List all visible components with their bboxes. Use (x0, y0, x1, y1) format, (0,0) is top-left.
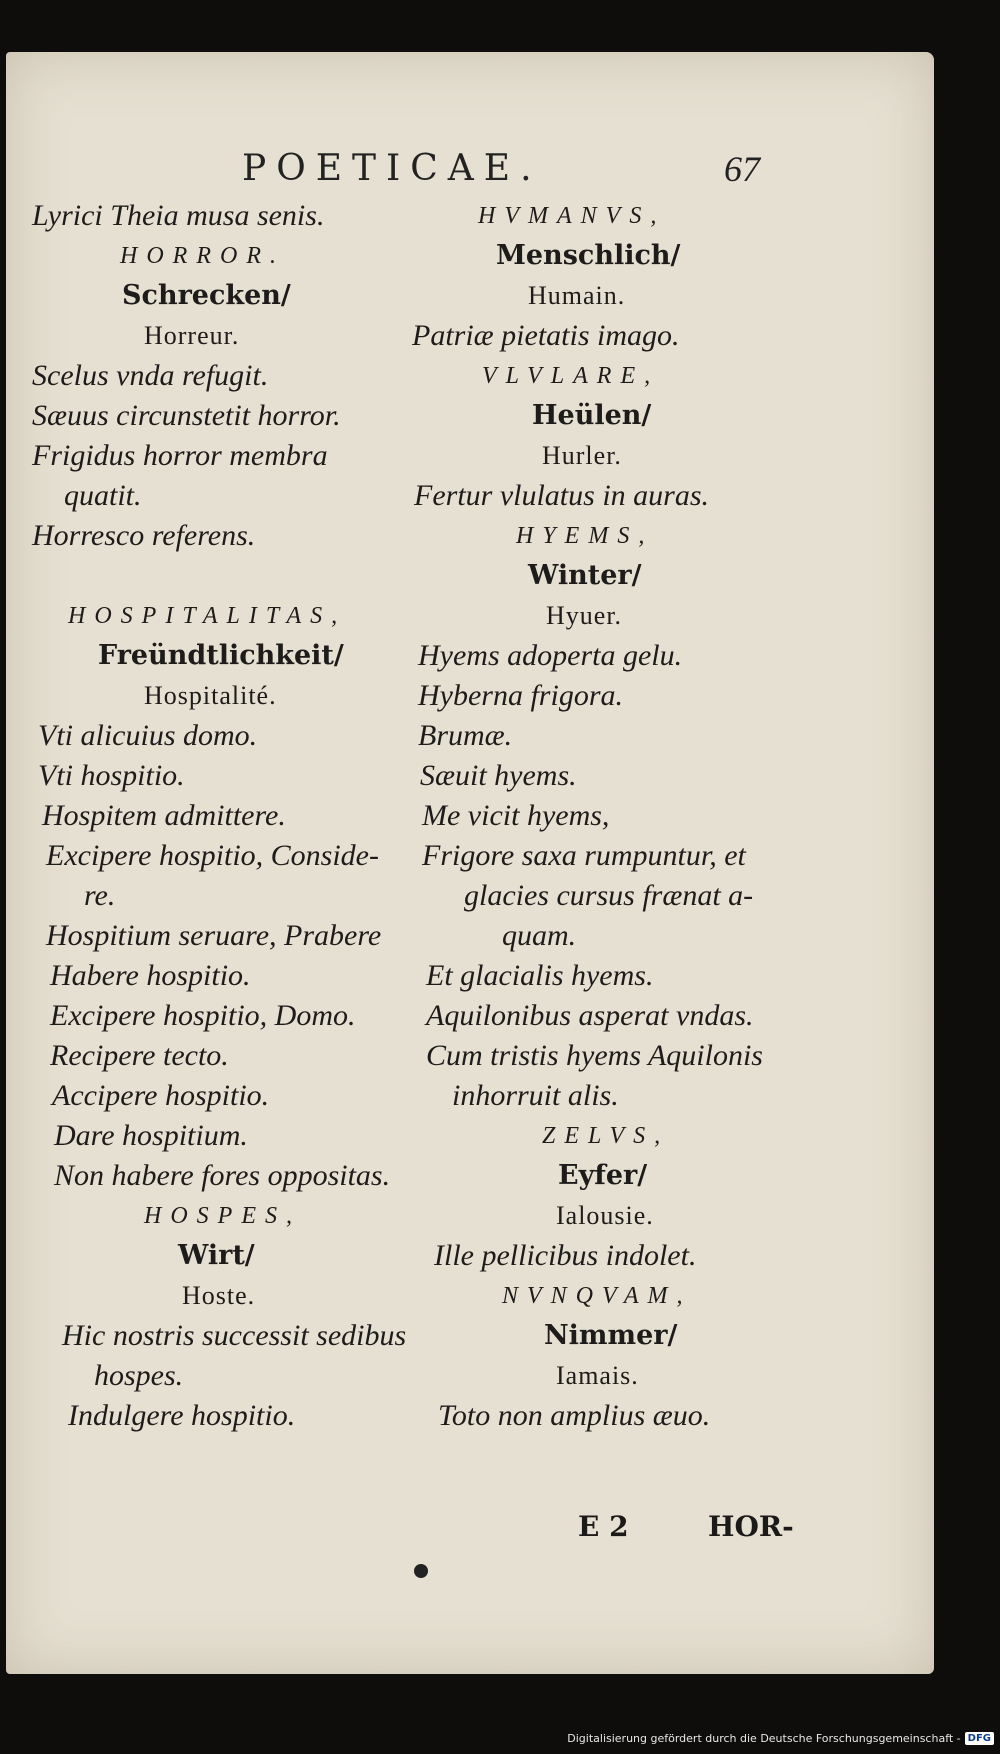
german-gloss: Nimmer/ (544, 1320, 678, 1351)
french-gloss: Iamais. (556, 1361, 639, 1390)
entry-line: hospes. (94, 1359, 184, 1392)
catchword: HOR- (708, 1510, 794, 1543)
entry-line: glacies cursus frænat a- (464, 879, 754, 912)
entry-heading: HOSPITALITAS, (68, 603, 347, 629)
entry-line: Vti alicuius domo. (38, 719, 258, 752)
entry-line: Hic nostris successit sedibus (62, 1319, 407, 1352)
entry-heading: VLVLARE, (482, 363, 660, 389)
entry-line: Accipere hospitio. (52, 1079, 270, 1112)
page-number: 67 (724, 149, 760, 189)
entry-line: Me vicit hyems, (422, 799, 610, 832)
entry-line: Toto non amplius æuo. (438, 1399, 711, 1432)
french-gloss: Hyuer. (546, 601, 623, 630)
entry-line: Brumæ. (418, 719, 513, 752)
french-gloss: Humain. (528, 281, 626, 310)
entry-line: Habere hospitio. (50, 959, 251, 992)
entry-line: Horresco referens. (32, 519, 256, 552)
entry-line: inhorruit alis. (452, 1079, 619, 1112)
german-gloss: Menschlich/ (496, 240, 681, 271)
entry-line: Fertur vlulatus in auras. (414, 479, 710, 512)
entry-line: Lyrici Theia musa senis. (32, 199, 325, 232)
entry-heading: NVNQVAM, (502, 1283, 692, 1309)
entry-line: Scelus vnda refugit. (32, 359, 269, 392)
running-title: POETICAE. (242, 148, 542, 189)
entry-line: Hyems adoperta gelu. (418, 639, 683, 672)
entry-line: Patriæ pietatis imago. (412, 319, 680, 352)
french-gloss: Ialousie. (556, 1201, 654, 1230)
entry-line: Excipere hospitio, Conside- (46, 839, 379, 872)
book-page (6, 52, 934, 1674)
entry-heading: HOSPES, (144, 1203, 301, 1229)
entry-line: quatit. (64, 479, 142, 512)
entry-line: Sæuus circunstetit horror. (32, 399, 341, 432)
entry-line: Hyberna frigora. (418, 679, 623, 712)
digitization-credit (567, 1728, 994, 1748)
ink-dot (414, 1564, 428, 1578)
entry-line: Ille pellicibus indolet. (434, 1239, 697, 1272)
german-gloss: Wirt/ (178, 1240, 255, 1271)
page-foot-marks (426, 1510, 806, 1550)
german-gloss: Heülen/ (532, 400, 652, 431)
entry-heading: HORROR. (120, 243, 285, 269)
blank-line (32, 556, 432, 596)
right-column (406, 196, 826, 1436)
entry-line: re. (84, 879, 116, 912)
entry-line: Recipere tecto. (50, 1039, 229, 1072)
dfg-logo-icon: DFG (965, 1732, 994, 1745)
entry-line: Et glacialis hyems. (426, 959, 654, 992)
entry-line: Indulgere hospitio. (68, 1399, 296, 1432)
entry-heading: HYEMS, (516, 523, 654, 549)
entry-line: Sæuit hyems. (420, 759, 577, 792)
german-gloss: Freündtlichkeit/ (98, 640, 344, 671)
left-column (32, 196, 432, 1436)
entry-line: Dare hospitium. (54, 1119, 248, 1152)
entry-line: Cum tristis hyems Aquilonis (426, 1039, 763, 1072)
french-gloss: Hoste. (182, 1281, 256, 1310)
entry-heading: ZELVS, (542, 1123, 670, 1149)
german-gloss: Eyfer/ (558, 1160, 648, 1191)
entry-line: Non habere fores oppositas. (54, 1159, 391, 1192)
french-gloss: Hospitalité. (144, 681, 277, 710)
entry-line: Hospitem admittere. (42, 799, 286, 832)
german-gloss: Winter/ (528, 560, 642, 591)
french-gloss: Hurler. (542, 441, 622, 470)
entry-line: Excipere hospitio, Domo. (50, 999, 356, 1032)
entry-line: Hospitium seruare, Prabere (46, 919, 382, 952)
french-gloss: Horreur. (144, 321, 240, 350)
entry-line: Vti hospitio. (38, 759, 185, 792)
entry-heading: HVMANVS, (478, 203, 666, 229)
entry-line: quam. (502, 919, 577, 952)
entry-line: Aquilonibus asperat vndas. (426, 999, 754, 1032)
entry-line: Frigore saxa rumpuntur, et (422, 839, 746, 872)
german-gloss: Schrecken/ (122, 280, 291, 311)
signature-mark: E 2 (578, 1510, 629, 1543)
entry-line: Frigidus horror membra (32, 439, 328, 472)
credit-text: Digitalisierung gefördert durch die Deutsche Forschungsgemeinschaft - (567, 1731, 961, 1745)
